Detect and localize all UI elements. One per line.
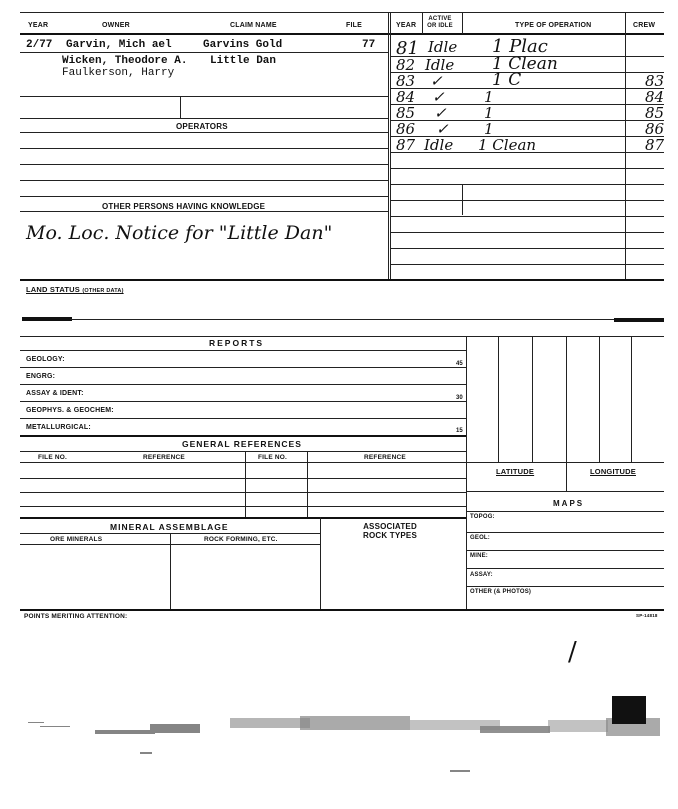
activity-active: Idle [425,56,455,74]
col-claim-name-header: CLAIM NAME [230,22,277,29]
points-meriting-attention-label: POINTS MERITING ATTENTION: [24,613,128,620]
report-row-label: ASSAY & IDENT: [26,390,84,397]
activity-crew: 84 [645,88,665,106]
activity-crew: 85 [645,104,665,122]
col-type-operation-header: TYPE OF OPERATION [515,22,592,29]
activity-crew: 83 [645,72,665,90]
owner-name: Wicken, Theodore A. [62,55,188,67]
ref-col-reference2: REFERENCE [364,454,406,461]
activity-year: 82 [396,56,416,74]
col-crew-header: CREW [633,22,656,29]
activity-year: 81 [396,38,419,59]
activity-active: ✓ [436,120,449,138]
report-row-num: 45 [456,361,463,367]
activity-crew: 86 [645,120,665,138]
ref-col-file-no: FILE NO. [38,454,68,461]
activity-year: 83 [396,72,416,90]
associated-rock-types-label: ASSOCIATED ROCK TYPES [362,522,417,540]
rock-forming-label: ROCK FORMING, ETC. [204,536,278,543]
report-row-label: GEOLOGY: [26,356,65,363]
maps-row-label: TOPOG: [470,514,495,520]
col-year2-header: YEAR [396,22,417,29]
general-references-title: GENERAL REFERENCES [182,439,302,449]
report-row-label: ENGRG: [26,373,56,380]
scan-black-block [612,696,646,724]
claim-name: Little Dan [210,55,277,67]
activity-type: 1 Clean [492,54,558,74]
activity-type: 1 C [492,70,522,90]
mineral-assemblage-title: MINERAL ASSEMBLAGE [110,522,229,532]
owner-name: Faulkerson, Harry [62,67,175,79]
activity-active: ✓ [432,88,445,106]
ref-col-reference: REFERENCE [143,454,185,461]
other-persons-label: OTHER PERSONS HAVING KNOWLEDGE [102,202,266,211]
land-status-label: LAND STATUS (OTHER DATA) [26,285,124,294]
land-status-thick-rule-left [22,317,72,321]
longitude-label: LONGITUDE [590,467,636,476]
activity-crew: 87 [645,136,665,154]
maps-row-label: OTHER (& PHOTOS) [470,589,532,595]
activity-active: ✓ [430,72,443,90]
col-owner-header: OWNER [102,22,130,29]
report-row-num: 30 [456,395,463,401]
activity-type: 1 [484,88,494,106]
scan-noise-strip [0,690,678,780]
activity-type: 1 Plac [492,36,548,57]
reports-title: REPORTS [209,338,265,348]
file-number: 77 [362,39,376,51]
owner-name: Garvin, Mich ael [66,39,172,51]
activity-year: 86 [396,120,416,138]
form-number: SP-14818 [636,613,658,618]
report-row-label: GEOPHYS. & GEOCHEM: [26,407,114,414]
operators-label: OPERATORS [176,122,228,131]
stray-pen-mark: / [568,637,577,667]
report-row-num: 15 [456,428,463,434]
land-status-thick-rule-right [614,318,664,322]
latitude-label: LATITUDE [496,467,535,476]
maps-row-label: GEOL: [470,535,490,541]
owner-row-year: 2/77 [26,39,53,51]
maps-row-label: MINE: [470,553,488,559]
activity-type: 1 [484,104,494,122]
col-active-header: ACTIVE OR IDLE [427,16,453,29]
activity-type: 1 Clean [478,136,537,154]
maps-title: MAPS [553,499,585,508]
ore-minerals-label: ORE MINERALS [50,536,103,543]
other-persons-note: Mo. Loc. Notice for "Little Dan" [26,222,333,244]
activity-active: Idle [424,136,454,154]
activity-active: Idle [428,38,458,56]
report-row-label: METALLURGICAL: [26,424,91,431]
ref-col-file-no2: FILE NO. [258,454,288,461]
activity-active: ✓ [434,104,447,122]
activity-year: 87 [396,136,416,154]
activity-type: 1 [484,120,494,138]
col-file-header: FILE [346,22,362,29]
activity-year: 85 [396,104,416,122]
claim-name: Garvins Gold [203,39,283,51]
col-year-header: YEAR [28,22,49,29]
maps-row-label: ASSAY: [470,572,493,578]
activity-year: 84 [396,88,416,106]
